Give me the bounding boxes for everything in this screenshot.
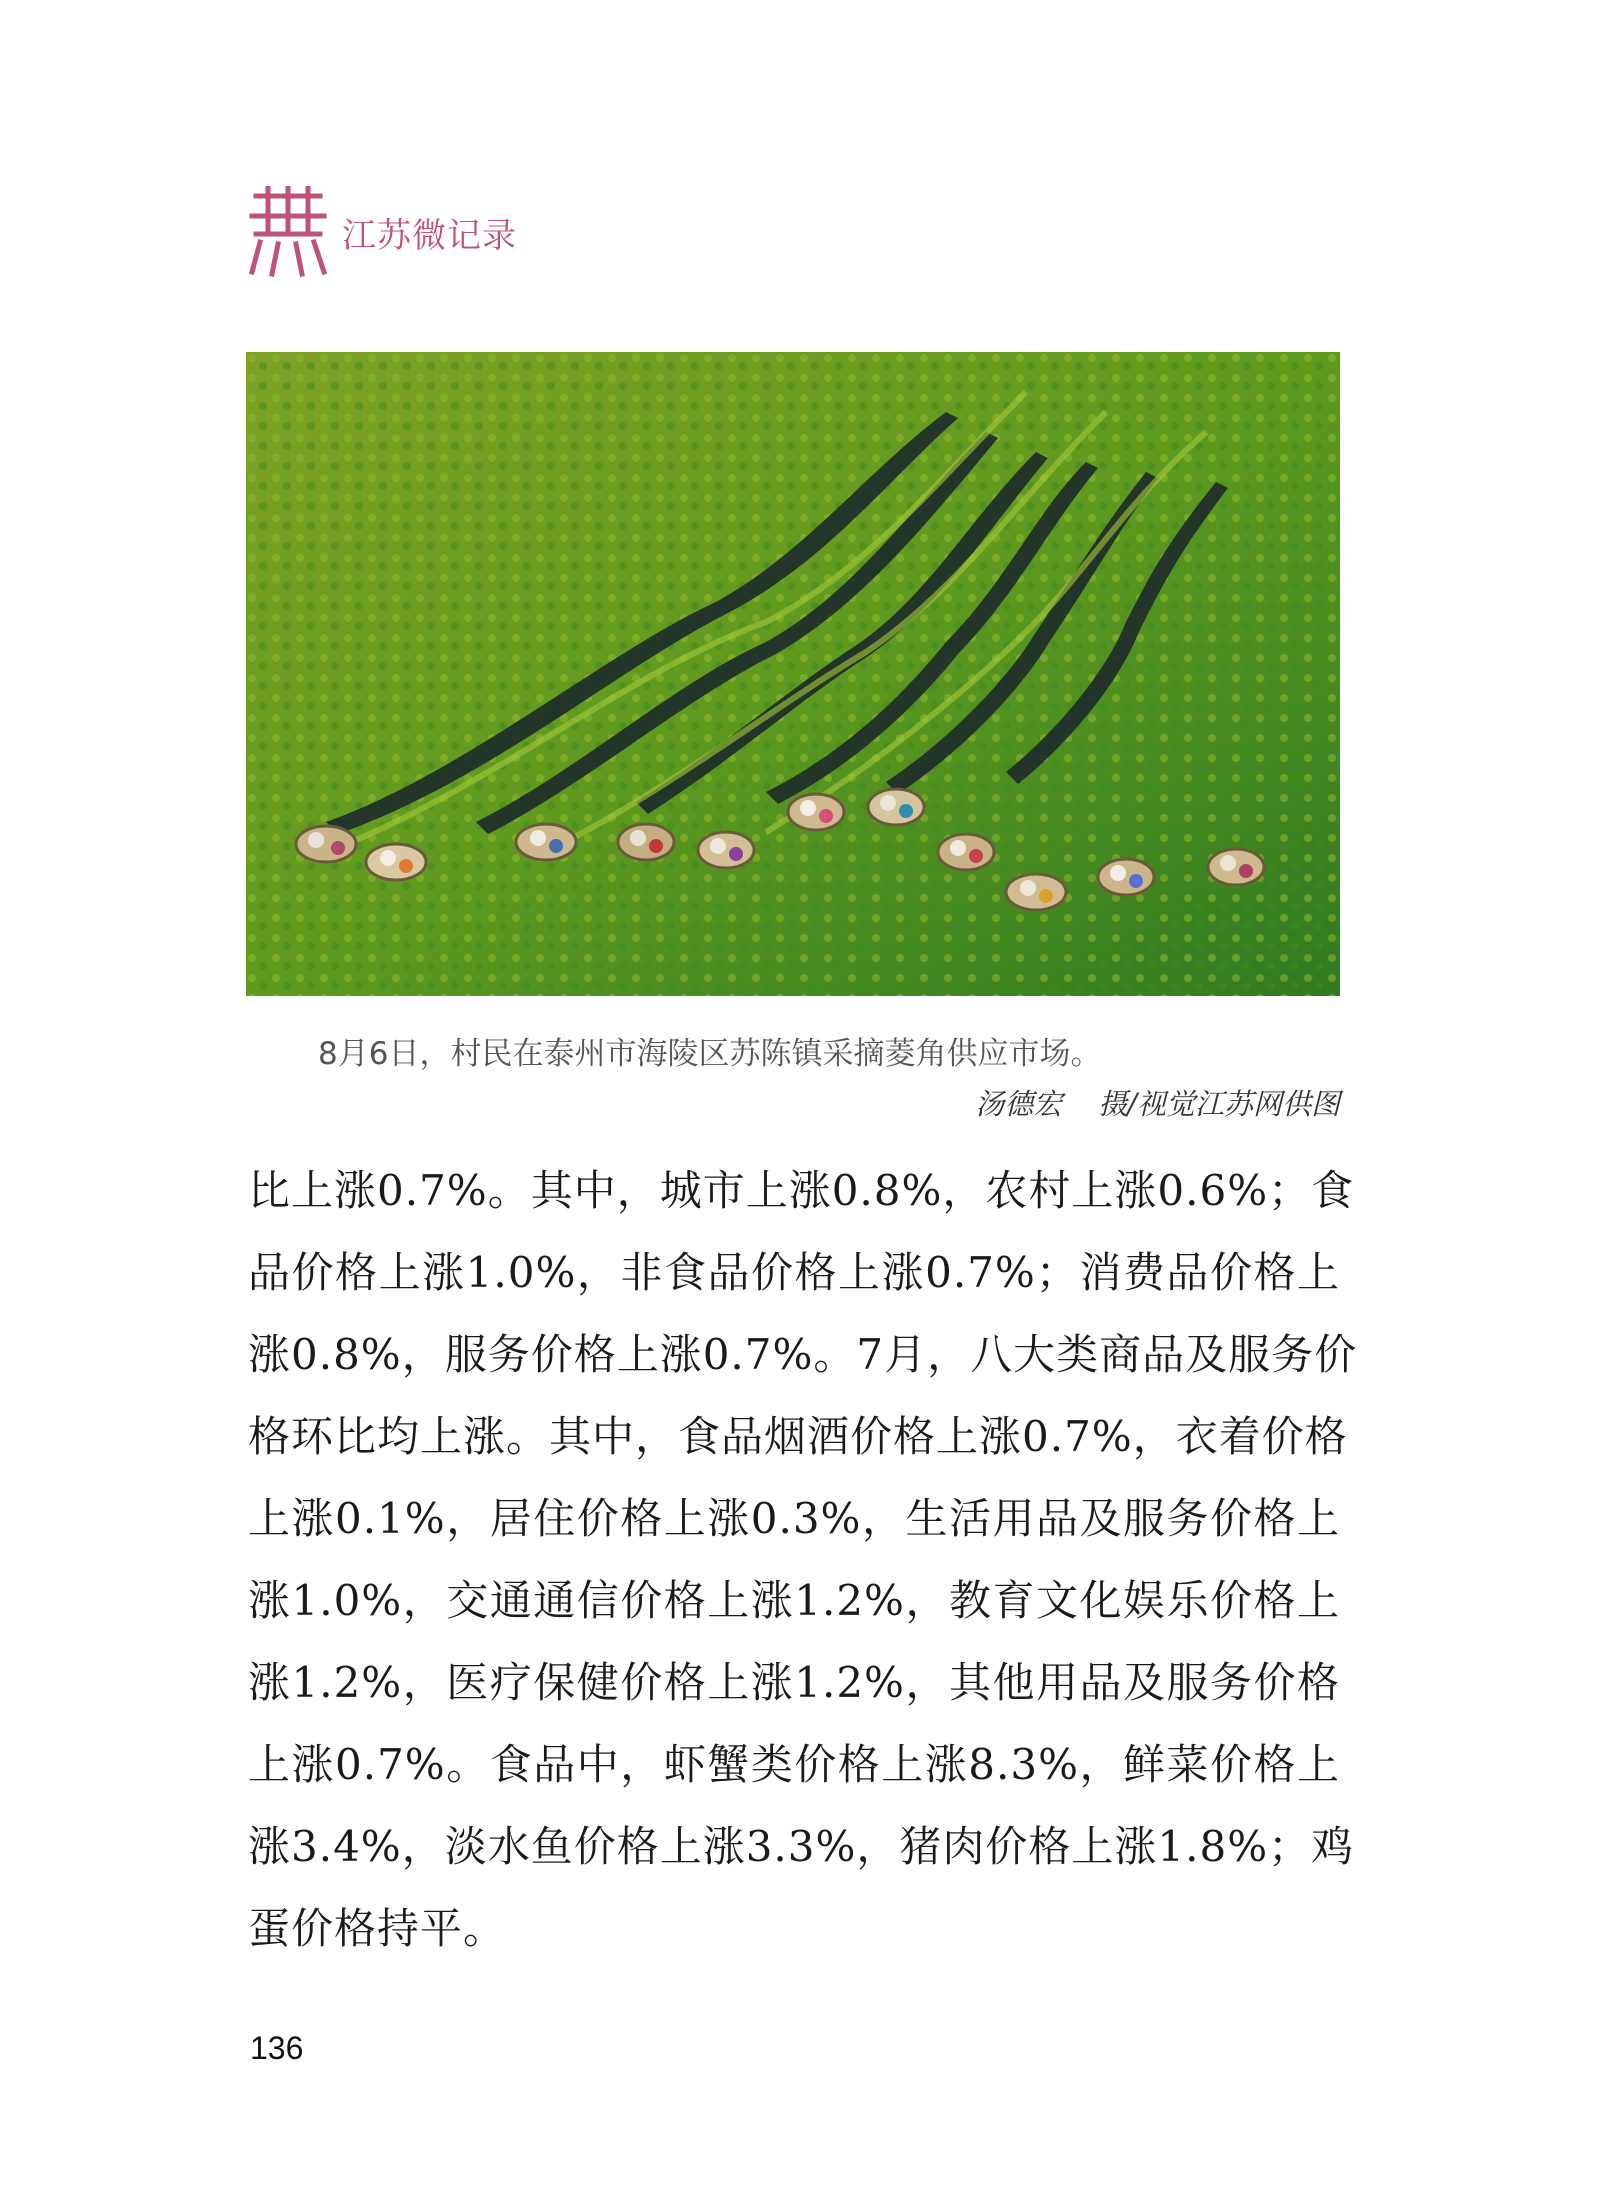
body-line: 上涨0.7%。食品中，虾蟹类价格上涨8.3%，鲜菜价格上 (248, 1740, 1340, 1789)
body-line: 涨1.0%，交通通信价格上涨1.2%，教育文化娱乐价格上 (248, 1576, 1340, 1625)
water-chestnut-harvest-photo (246, 352, 1340, 996)
section-title: 江苏微记录 (342, 215, 517, 256)
photo-source: 摄/视觉江苏网供图 (1098, 1087, 1340, 1121)
body-line: 格环比均上涨。其中，食品烟酒价格上涨0.7%，衣着价格 (248, 1412, 1348, 1461)
body-line: 品价格上涨1.0%，非食品价格上涨0.7%；消费品价格上 (248, 1248, 1340, 1297)
section-header (248, 184, 517, 280)
body-line: 涨0.8%，服务价格上涨0.7%。7月，八大类商品及服务价 (248, 1330, 1358, 1379)
photo-credit (975, 1082, 1340, 1123)
photo-caption: 8月6日，村民在泰州市海陵区苏陈镇采摘菱角供应市场。 (318, 1036, 1102, 1072)
body-line: 涨1.2%，医疗保健价格上涨1.2%，其他用品及服务价格 (248, 1658, 1340, 1707)
body-paragraph (248, 1150, 1358, 1970)
page-number: 136 (250, 2030, 304, 2066)
section-logo-icon (248, 186, 328, 278)
body-line: 比上涨0.7%。其中，城市上涨0.8%，农村上涨0.6%；食 (248, 1166, 1355, 1215)
photo-author: 汤德宏 (975, 1087, 1063, 1121)
body-line: 涨3.4%，淡水鱼价格上涨3.3%，猪肉价格上涨1.8%；鸡 (248, 1822, 1355, 1871)
body-line: 蛋价格持平。 (248, 1904, 507, 1953)
body-line: 上涨0.1%，居住价格上涨0.3%，生活用品及服务价格上 (248, 1494, 1340, 1543)
